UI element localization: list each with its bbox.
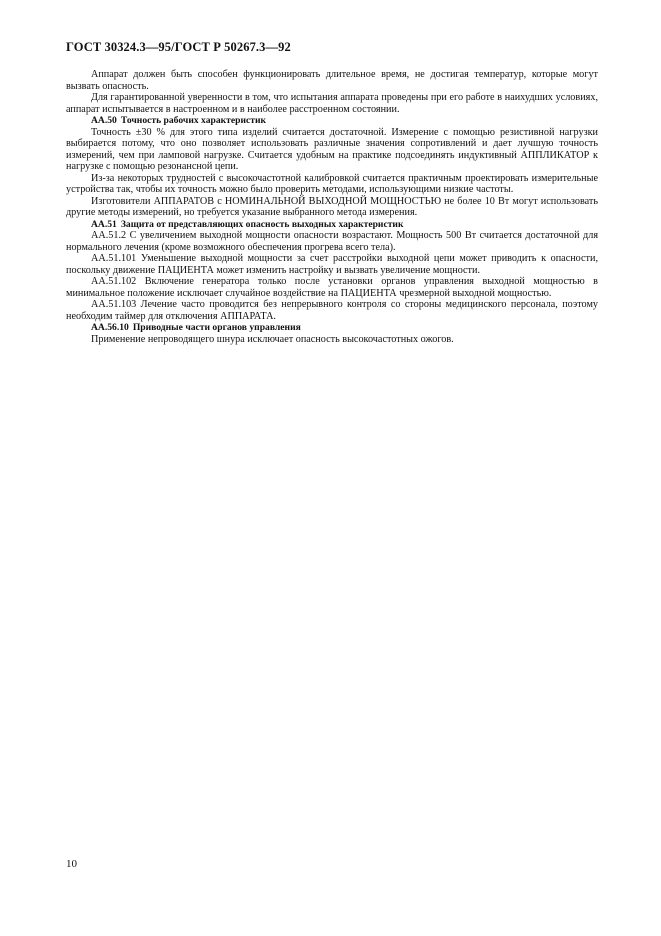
paragraph: АА.51.2 С увеличением выходной мощности опасности возрастают. Мощность 500 Вт считается достаточной для нормального лечения (кроме возможного обеспечения прогрева всего тела).: [66, 230, 598, 253]
document-header: ГОСТ 30324.3—95/ГОСТ Р 50267.3—92: [66, 40, 291, 54]
page-number: 10: [66, 858, 77, 870]
section-title: Защита от представляющих опасность выходных характеристик: [120, 218, 404, 230]
paragraph: АА.51.101 Уменьшение выходной мощности за счет расстройки выходной цепи может приводить к опасности, поскольку движение ПАЦИЕНТА может изменить настройку и вызвать увеличение мощности.: [66, 253, 598, 276]
section-title: Точность рабочих характеристик: [120, 115, 267, 126]
paragraph: Изготовители АППАРАТОВ с НОМИНАЛЬНОЙ ВЫХОДНОЙ МОЩНОСТЬЮ не более 10 Вт могут использовать другие методы измерений, но требуется указание выбранного метода измерения.: [66, 195, 598, 218]
document-body: [66, 69, 598, 345]
section-heading: [66, 115, 598, 127]
paragraph: АА.51.103 Лечение часто проводится без непрерывного контроля со стороны медицинского персонала, поэтому необходим таймер для отключения АППАРАТА.: [66, 299, 598, 322]
section-heading: [66, 219, 598, 231]
paragraph: АА.51.102 Включение генератора только после установки органов управления выходной мощностью в минимальное положение исключает случайное воздействие на ПАЦИЕНТА чрезмерной выходной мощностью.: [66, 276, 598, 299]
paragraph: Для гарантированной уверенности в том, что испытания аппарата проведены при его работе в наихудших условиях, аппарат испытывается в настроенном и в наиболее расстроенном состоянии.: [66, 92, 598, 115]
section-title: Приводные части органов управления: [132, 322, 301, 333]
paragraph: Аппарат должен быть способен функционировать длительное время, не достигая температур, которые могут вызвать опасность.: [66, 69, 598, 92]
section-number: АА.56.10: [91, 322, 129, 333]
section-heading: [66, 322, 598, 334]
paragraph: Точность ±30 % для этого типа изделий считается достаточной. Измерение с помощью резистивной нагрузки выбирается потому, что оно позволяет использовать различные значения сопротивлений и дает лучшую точность измерений, чем при ламповой нагрузке. Считается удобным на практике подсоединять индуктивный АППЛИКАТОР к нагрузке с помощью резонансной цепи.: [66, 126, 598, 172]
paragraph: Применение непроводящего шнура исключает опасность высокочастотных ожогов.: [91, 333, 454, 345]
section-number: АА.50: [91, 115, 117, 126]
paragraph: Из-за некоторых трудностей с высокочастотной калибровкой считается практичным проектировать измерительные устройства так, чтобы их точность можно было проверить методами, использующими низкие частоты.: [66, 172, 598, 195]
section-number: АА.51: [91, 218, 117, 230]
